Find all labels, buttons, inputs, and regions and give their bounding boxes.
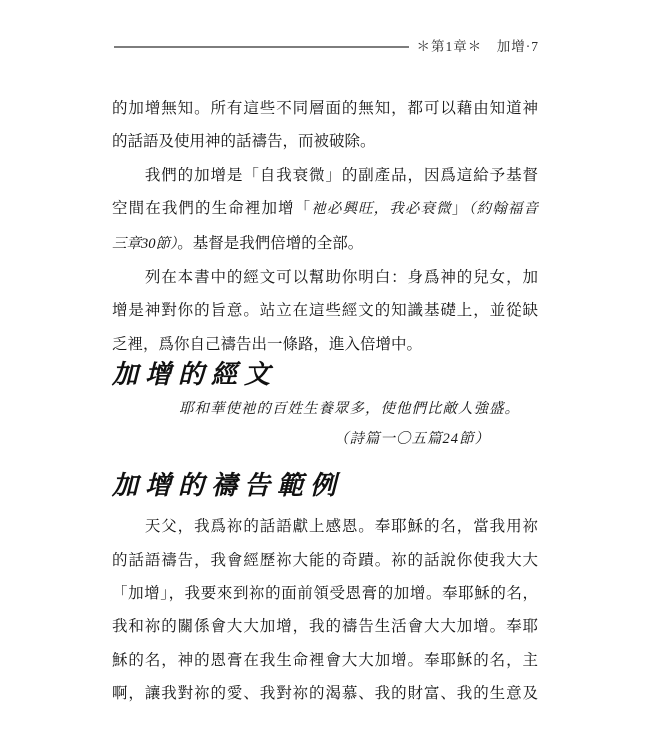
text-line	[112, 192, 538, 226]
paragraph	[112, 510, 538, 710]
body-text: 乏裡，爲你自己禱告出一條路，進入倍增中。	[112, 335, 423, 353]
running-header: ＊第1章＊ 加增·7	[416, 39, 539, 54]
text-line	[112, 610, 538, 643]
body-text: 的話語及使用神的話禱告，而被破除。	[112, 133, 376, 151]
paragraph	[112, 92, 538, 159]
scripture-quote: 耶和華使祂的百姓生養眾多，使他們比敵人強盛。	[179, 401, 520, 418]
section-heading: 加增的經文	[112, 360, 278, 390]
page-body	[112, 92, 538, 711]
text-line	[112, 92, 538, 125]
text-line	[112, 294, 538, 327]
kai-emphasis-text: 祂必興旺，我必衰微	[311, 201, 452, 218]
text-line	[112, 644, 538, 677]
body-text: 我們的加增是「自我衰微」的副產品，因爲這給予基督	[112, 166, 538, 184]
text-line	[112, 261, 538, 294]
body-text: 的加增無知。所有這些不同層面的無知，都可以藉由知道神	[112, 100, 538, 117]
text-line	[112, 227, 538, 261]
text-line	[112, 577, 538, 610]
body-text: 天父，我爲祢的話語獻上感恩。奉耶穌的名，當我用祢	[112, 518, 538, 536]
body-text: 」	[451, 200, 469, 218]
text-line	[112, 510, 538, 543]
body-text: 列在本書中的經文可以幫助你明白：身爲神的兒女，加	[112, 269, 538, 287]
scripture-reference: （詩篇一〇五篇24節）	[334, 431, 490, 448]
section-heading: 加增的禱告範例	[112, 471, 344, 501]
text-line	[112, 328, 538, 361]
body-text: 穌的名，神的恩膏在我生命裡會大大加增。奉耶穌的名，主	[112, 651, 538, 669]
paragraph	[112, 159, 538, 261]
body-text: 。基督是我們倍增的全部。	[177, 234, 364, 252]
body-text: 我和祢的關係會大大加增，我的禱告生活會大大加增。奉耶	[112, 618, 538, 636]
body-text: 的話語禱告，我會經歷祢大能的奇蹟。祢的話說你使我大大	[112, 551, 538, 569]
body-text: 啊，讓我對祢的愛、我對祢的渴慕、我的財富、我的生意及	[112, 685, 538, 703]
text-line	[112, 677, 538, 710]
body-text: 「加增」，我要來到祢的面前領受恩膏的加增。奉耶穌的名，	[112, 585, 538, 603]
body-text: 空間在我們的生命裡加增「	[112, 200, 312, 218]
text-line	[112, 125, 538, 158]
header-rule	[114, 46, 409, 48]
body-text: 增是神對你的旨意。站立在這些經文的知識基礎上，並從缺	[112, 302, 538, 320]
text-line	[112, 544, 538, 577]
paragraph	[112, 261, 538, 361]
kai-emphasis-text: 三章30節）	[112, 235, 178, 252]
kai-emphasis-text: （約翰福音	[468, 201, 538, 218]
text-line	[112, 159, 538, 192]
